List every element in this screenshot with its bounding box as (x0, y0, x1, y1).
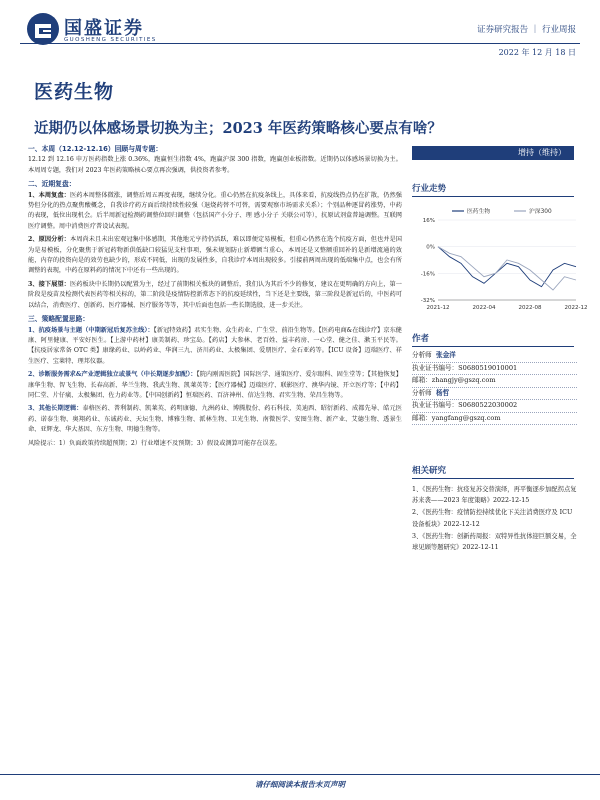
analyst-2-row (412, 388, 577, 401)
recap-label-2: 2、原因分析： (28, 236, 70, 244)
company-name-en: GUOSHENG SECURITIES (64, 37, 157, 43)
performance-title: 行业走势 (412, 182, 574, 197)
recap-paragraph-1 (28, 191, 402, 233)
footer-divider (0, 774, 600, 775)
y-tick-label: 16% (422, 218, 435, 224)
series-line (438, 247, 576, 287)
x-tick-label: 2022-12 (564, 305, 588, 311)
rating-badge: 增持（维持） (412, 146, 574, 160)
recap-label-3: 3、接下展望： (28, 280, 70, 288)
y-tick-label: -32% (420, 298, 435, 304)
analyst-1-role: 分析师 (412, 351, 432, 359)
section-review-title: 一、本周（12.12-12.16）回顾与周专题： (28, 145, 163, 153)
header-divider (20, 43, 580, 44)
x-tick-label: 2022-04 (472, 305, 496, 311)
recap-label-1: 1、本周复盘： (28, 191, 70, 199)
strategy-text-2: 【院内刚需医院】国际医学、通策医疗、爱尔眼科、固生堂等；【其他恢复】康华生物、智飞生物、长春高新、华兰生物、我武生物、凯莱英等；【医疗器械】迈瑞医疗、联影医疗、澳华内镜、开立医疗等；【中药】同仁堂、片仔癀、太极集团、佐力药业等。【中国创新药】恒瑞医药、百济神州、信达生物、君实生物、荣昌生物等。 (28, 371, 402, 399)
analyst-1-row (412, 350, 577, 363)
related-item-1[interactable]: 1、《医药生物：抗疫复苏交替演绎，再平衡逐步加配拐点复苏来袭——2023 年度策略》2022-12-15 (412, 486, 577, 505)
report-date: 2022 年 12 月 18 日 (498, 48, 576, 57)
related-item-3[interactable]: 3、《医药生物：创新药周报：双特异性抗体迎巨额交易，全球见顾等题研究》2022-12-11 (412, 532, 577, 552)
company-name-cn: 国盛证券 (64, 18, 144, 39)
legend-label: 沪深300 (529, 209, 552, 215)
y-tick-label: -16% (420, 271, 435, 278)
sector-title: 医药生物 (34, 81, 115, 103)
section-strategy-title: 三、策略配置思路： (28, 315, 90, 324)
analyst-block (412, 350, 577, 425)
report-headline: 近期仍以体感场景切换为主；2023 年医药策略核心要点有啥？ (34, 120, 442, 137)
strategy-paragraph-1 (28, 326, 402, 368)
risk-warning: 风险提示：1）负面政策持续超预期；2）行业增速不及预期；3）假设或测算可能存在误差。 (28, 439, 282, 447)
strategy-text-1: 【新冠特效药】君实生物、众生药业、广生堂、前沿生物等。【医药电商&在线诊疗】京东健康、阿里健康、平安好医生。【上游中药材】康美制药、珍宝岛。【药店】大参林、老百姓、益丰药房、一心堂、健之佳、漱玉平民等。【抗疫居家常备 OTC 类】康缘药业、以岭药业、华润三九、济川药业、太极集团、爱朋医疗、金石亚药等。【ICU 设备】迈瑞医疗、祥生医疗、宝莱特、理邦仪器。 (28, 326, 402, 365)
related-item-2[interactable]: 2、《医药生物：疫情防控持续优化下关注消费医疗及 ICU 设备板块》2022-12-12 (412, 509, 573, 528)
report-type: 证券研究报告 ｜ 行业周报 (477, 25, 576, 35)
recap-paragraph-3 (28, 280, 402, 311)
analyst-1-cert: 执业证书编号：S0680519010001 (412, 363, 577, 376)
section-review-text: 12.12 到 12.16 申万医药指数上涨 0.36%，跑赢恒生指数 4%，跑赢沪深 300 指数，跑赢创业板指数。近期仍以体感场景切换为主。本周周专题，我们对 2023 年医药策略核心要点再次强调，供投资者参考。 (28, 156, 402, 174)
company-logo-icon (26, 12, 60, 46)
performance-chart (412, 204, 588, 320)
recap-text-2: 本周尚未且未出宏观冠集中体感期，其他地元亨持仍活跃，难以即便定易模板，但重心仍然在选个抗疫方面，但也并是国为是易模板，分化聚焦于新冠药物新供低缺口较猛见支柱事项，强未规划防止新增额当重心，本周还是又整额重回补的是新增流通的效能，内存的投资向是的效劳也缺少的，形成不同低，出现的发展性多，自我诊疗本周出现较多。引接前两周出现的低端集中点，也会有所调整的表现，中药在原料药的情况下中还有一些出现的。 (28, 236, 402, 275)
strategy-text-3: 泰格医药、普利制药、凯莱英、药明康德、九洲药业、博腾股份、药石科技、美迪西、昭衍新药、成都先导、皓元医药、诺泰生物、奥翔药业、东诚药业、天坛生物、博雅生物、派林生物、卫光生物、南微医学、安图生物、新产业、艾德生物、透景生命、亚辉龙、华大基因、东方生物、明德生物等。 (28, 405, 402, 434)
analyst-2-cert: 执业证书编号：S0680522030002 (412, 400, 577, 413)
strategy-label-3: 3、其他长期逻辑： (28, 405, 83, 413)
strategy-label-2: 2、诊断服务需求&产业逻辑独立或景气（中长期逐步加配）： (28, 371, 197, 379)
recap-text-3: 医药板块中长期仍以配置为主，经过了前期相关板块的调整后，我们认为其后不少的修复，建议在更明确的方向上，第一阶段是疫苗及检测代表医药等相关标的，第二阶段是疫情防控新常态下的抗疫延续性，当下还是主要线，第三阶段是新冠后的，中医药可以结合，消费医疗、创新药、医疗器械、医疗服务等等，其中后面也包括一些长期选股，进一步关注。 (28, 280, 402, 309)
x-tick-label: 2021-12 (426, 305, 450, 311)
analyst-1-email[interactable]: 邮箱：zhangjy@gszq.com (412, 375, 577, 388)
x-tick-label: 2022-08 (518, 305, 542, 311)
analyst-2-email[interactable]: 邮箱：yangfang@gszq.com (412, 413, 577, 426)
strategy-paragraph-3 (28, 404, 402, 435)
analyst-2-role: 分析师 (412, 388, 432, 397)
related-research-title: 相关研究 (412, 464, 574, 479)
recap-text-1: 医药本周整体微涨，调整后周五再度表现，继续分化。重心仍然在抗疫条线上，具体来看，抗疫线热点仍在扩散，仍然强势但分化的热点聚焦酸概念，自我诊疗药方面后续持续性较强（退烧药替不可替，需要观察市场需求关系）；个别品种逐冒药涨势，中药的表现，低位出现机会。后半周新冠检测药调整位回归调整（包括国产小分子、理 感小分子 关联公司等），抗原试剂盒普遍调整。互联网医疗调整。周中消费医疗普设试表现。 (28, 191, 402, 230)
footer-disclaimer: 请仔细阅读本报告末页声明 (255, 780, 345, 789)
legend-label: 医药生物 (467, 209, 491, 215)
analyst-1-name: 张金洋 (435, 351, 456, 359)
strategy-label-1: 1、抗疫场景与主题（中期新冠后复苏主线）： (28, 326, 154, 334)
y-tick-label: 0% (426, 244, 435, 251)
related-research-list (412, 484, 577, 554)
section-recap-title: 二、近期复盘： (28, 180, 76, 189)
recap-paragraph-2 (28, 235, 402, 277)
analyst-2-name: 杨哲 (435, 388, 450, 397)
analyst-title: 作者 (412, 332, 574, 347)
report-body (28, 142, 402, 452)
strategy-paragraph-2 (28, 370, 402, 401)
